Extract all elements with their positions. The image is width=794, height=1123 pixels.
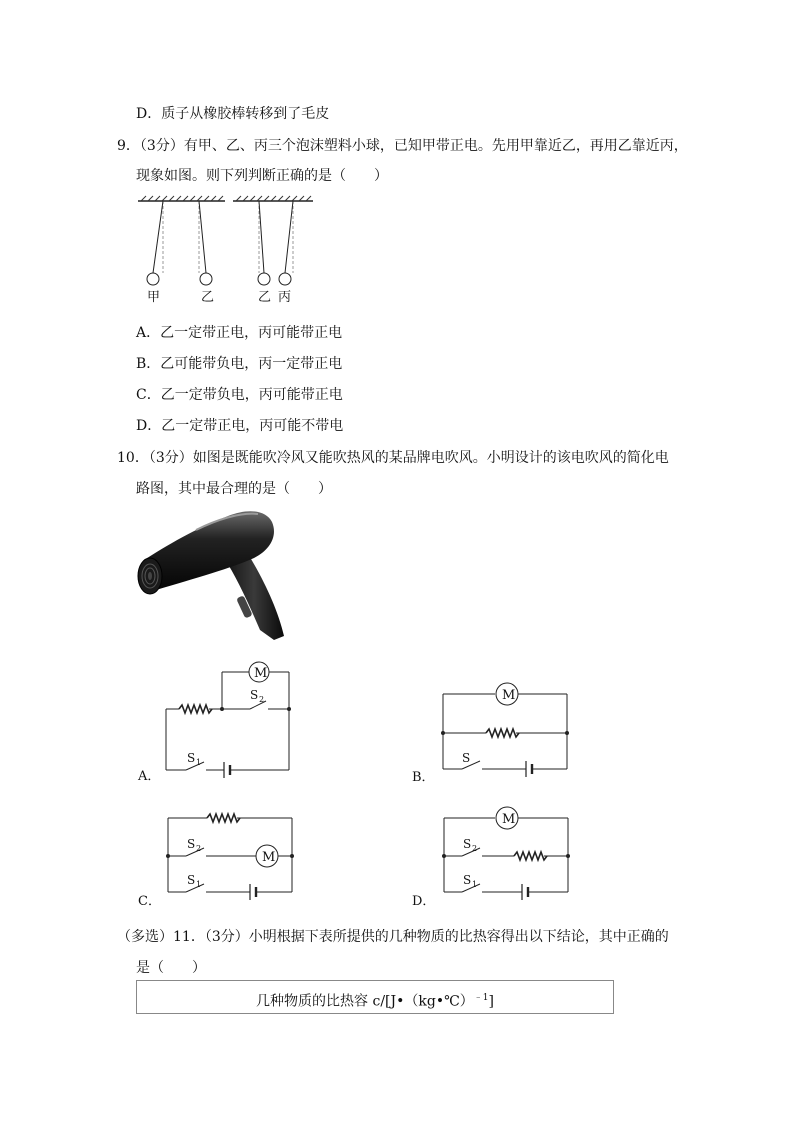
q11-stem-line2: 是（ ） [136, 960, 206, 976]
s1-sub-a: 1 [196, 758, 202, 767]
s-label-b: S [462, 751, 471, 765]
q9-option-b: B．乙可能带负电，丙一定带正电 [136, 356, 343, 372]
q9-pendulum-figure [135, 193, 320, 308]
s2-sub-d: 2 [472, 844, 478, 853]
circuit-c [134, 806, 304, 910]
s2-label-c: S [187, 837, 196, 851]
motor-label-b: M [502, 688, 516, 703]
table-title-end: ] [488, 993, 494, 1010]
option-label-d: D． [412, 894, 436, 909]
s2-label-a: S [250, 688, 259, 702]
ball-bing [279, 273, 291, 285]
q8-option-d: D．质子从橡胶棒转移到了毛皮 [136, 106, 330, 122]
table-title [137, 981, 613, 1019]
table-title-text: 几种物质的比热容 c/[J•（kg•℃） [256, 993, 474, 1010]
s2-sub-c: 2 [196, 844, 202, 853]
circuit-a [134, 656, 304, 786]
s1-label-c: S [187, 873, 196, 887]
option-label-c: C． [138, 894, 161, 909]
q9-option-c: C．乙一定带负电，丙可能带正电 [136, 387, 343, 403]
q9-stem-line1: 9．（3分）有甲、乙、丙三个泡沫塑料小球，已知甲带正电。先用甲靠近乙，再用乙靠近丙， [117, 138, 688, 154]
motor-label-a: M [254, 666, 268, 681]
s2-sub-a: 2 [259, 695, 265, 704]
s1-sub-c: 1 [196, 880, 202, 889]
label-jia: 甲 [147, 290, 161, 305]
label-bing: 丙 [278, 290, 292, 305]
option-label-a: A． [138, 769, 161, 784]
table-title-superscript: ﹣1 [473, 993, 489, 1003]
q9-option-a: A．乙一定带正电，丙可能带正电 [136, 325, 343, 341]
q9-stem-line2: 现象如图。则下列判断正确的是（ ） [136, 168, 388, 184]
motor-label-d: M [502, 812, 516, 827]
s2-label-d: S [463, 837, 472, 851]
s1-label-a: S [187, 751, 196, 765]
q10-stem-line2: 路图，其中最合理的是（ ） [136, 481, 332, 497]
label-yi-right: 乙 [258, 290, 272, 305]
label-yi-left: 乙 [201, 290, 215, 305]
option-label-b: B． [412, 770, 435, 785]
q9-option-d: D．乙一定带正电，丙可能不带电 [136, 418, 344, 434]
motor-label-c: M [262, 850, 276, 865]
specific-heat-table [136, 980, 614, 1014]
ball-yi-right [258, 273, 270, 285]
s1-label-d: S [463, 873, 472, 887]
circuit-d [410, 806, 585, 910]
ball-jia [147, 273, 159, 285]
hair-dryer-image [136, 506, 288, 642]
q10-stem-line1: 10．（3分）如图是既能吹冷风又能吹热风的某品牌电吹风。小明设计的该电吹风的简化电 [117, 450, 669, 466]
q11-stem-line1: （多选）11．（3分）小明根据下表所提供的几种物质的比热容得出以下结论，其中正确的 [117, 929, 669, 945]
s1-sub-d: 1 [472, 880, 478, 889]
ball-yi-left [200, 273, 212, 285]
circuit-b [410, 682, 585, 786]
